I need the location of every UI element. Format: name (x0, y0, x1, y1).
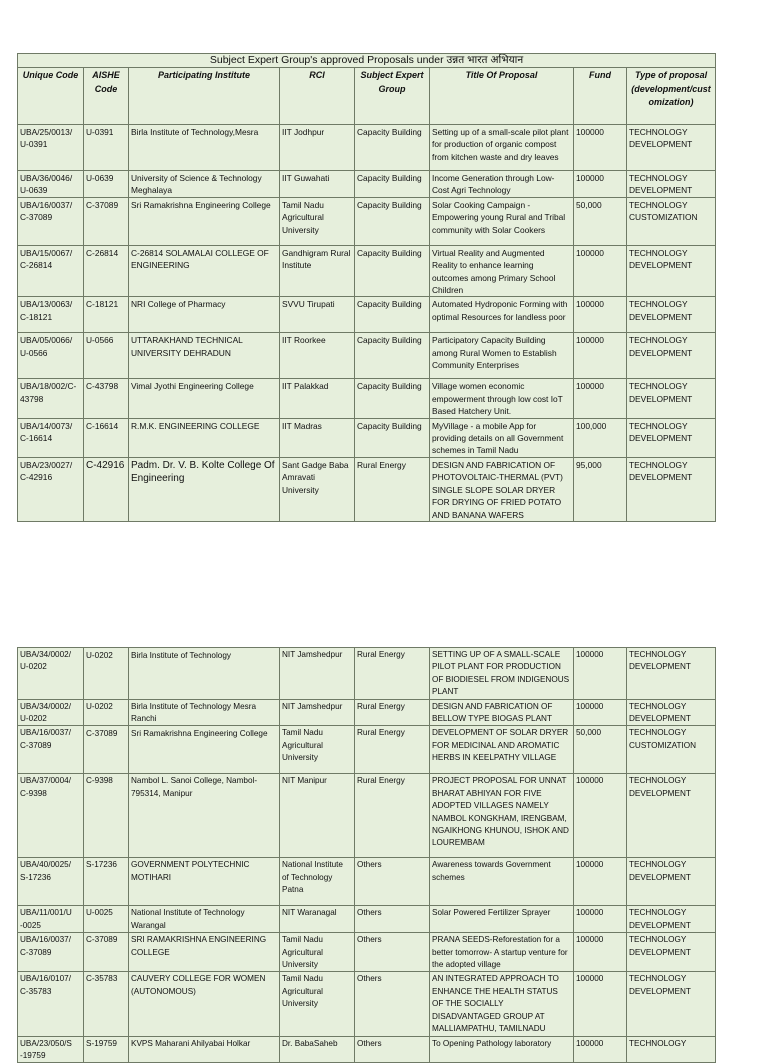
aishe-code-cell: C-37089 (84, 726, 129, 774)
proposal-title-cell: PRANA SEEDS-Reforestation for a better tomorrow- A startup venture for the adopted village (430, 933, 574, 972)
aishe-code-cell: C-16614 (84, 418, 129, 457)
table-caption: Subject Expert Group's approved Proposals under उन्नत भारत अभियान (18, 54, 716, 68)
column-header-type-of-proposal: Type of proposal (development/customization) (627, 68, 716, 125)
proposal-title-cell: SETTING UP OF A SMALL-SCALE PILOT PLANT FOR PRODUCTION OF BIODIESEL FROM INDIGENOUS PLANT (430, 648, 574, 700)
rci-cell: National Institute of Technology Patna (280, 858, 355, 906)
proposal-title-cell: To Opening Pathology laboratory (430, 1036, 574, 1063)
subject-group-cell: Capacity Building (355, 125, 430, 171)
rci-cell: Sant Gadge Baba Amravati University (280, 457, 355, 521)
subject-group-cell: Capacity Building (355, 297, 430, 333)
proposal-type-cell: TECHNOLOGY DEVELOPMENT (627, 457, 716, 521)
rci-cell: IIT Palakkad (280, 379, 355, 418)
rci-cell: Tamil Nadu Agricultural University (280, 726, 355, 774)
table-row (18, 457, 716, 521)
proposal-title-cell: DESIGN AND FABRICATION OF BELLOW TYPE BIOGAS PLANT (430, 699, 574, 726)
subject-group-cell: Capacity Building (355, 418, 430, 457)
unique-code-cell: UBA/11/001/U -0025 (18, 906, 84, 933)
column-header-rci: RCI (280, 68, 355, 125)
unique-code-cell: UBA/37/0004/ C-9398 (18, 774, 84, 858)
proposal-title-cell: Awareness towards Government schemes (430, 858, 574, 906)
fund-cell: 50,000 (574, 197, 627, 245)
rci-cell: Tamil Nadu Agricultural University (280, 972, 355, 1036)
institute-cell: Birla Institute of Technology Mesra Ranchi (129, 699, 280, 726)
institute-cell: R.M.K. ENGINEERING COLLEGE (129, 418, 280, 457)
table-row (18, 197, 716, 245)
table-row (18, 125, 716, 171)
proposal-type-cell: TECHNOLOGY DEVELOPMENT (627, 906, 716, 933)
institute-cell: SRI RAMAKRISHNA ENGINEERING COLLEGE (129, 933, 280, 972)
institute-cell: Padm. Dr. V. B. Kolte College Of Engineering (129, 457, 280, 521)
rci-cell: IIT Madras (280, 418, 355, 457)
subject-group-cell: Others (355, 858, 430, 906)
proposal-type-cell: TECHNOLOGY DEVELOPMENT (627, 171, 716, 198)
subject-group-cell: Rural Energy (355, 457, 430, 521)
proposal-title-cell: MyVillage - a mobile App for providing details on all Government schemes in Tamil Nadu (430, 418, 574, 457)
proposal-type-cell: TECHNOLOGY DEVELOPMENT (627, 125, 716, 171)
table-row (18, 858, 716, 906)
subject-group-cell: Rural Energy (355, 726, 430, 774)
unique-code-cell: UBA/05/0066/ U-0566 (18, 333, 84, 379)
subject-group-cell: Rural Energy (355, 774, 430, 858)
table-row (18, 379, 716, 418)
aishe-code-cell: U-0025 (84, 906, 129, 933)
proposal-type-cell: TECHNOLOGY DEVELOPMENT (627, 774, 716, 858)
fund-cell: 100000 (574, 906, 627, 933)
unique-code-cell: UBA/34/0002/ U-0202 (18, 699, 84, 726)
institute-cell: National Institute of Technology Warangal (129, 906, 280, 933)
proposal-title-cell: Village women economic empowerment through low cost IoT Based Hatchery Unit. (430, 379, 574, 418)
table-row (18, 1036, 716, 1063)
aishe-code-cell: U-0391 (84, 125, 129, 171)
rci-cell: Gandhigram Rural Institute (280, 245, 355, 297)
proposal-type-cell: TECHNOLOGY CUSTOMIZATION (627, 197, 716, 245)
unique-code-cell: UBA/16/0037/ C-37089 (18, 933, 84, 972)
subject-group-cell: Capacity Building (355, 171, 430, 198)
unique-code-cell: UBA/40/0025/ S-17236 (18, 858, 84, 906)
table-row (18, 906, 716, 933)
table-row (18, 699, 716, 726)
institute-cell: Nambol L. Sanoi College, Nambol-795314, Manipur (129, 774, 280, 858)
subject-group-cell: Capacity Building (355, 379, 430, 418)
proposal-title-cell: DESIGN AND FABRICATION OF PHOTOVOLTAIC-THERMAL (PVT) SINGLE SLOPE SOLAR DRYER FOR DRYING OF FRIED POTATO AND BANANA WAFERS (430, 457, 574, 521)
institute-cell: Sri Ramakrishna Engineering College (129, 726, 280, 774)
rci-cell: NIT Jamshedpur (280, 699, 355, 726)
fund-cell: 100000 (574, 125, 627, 171)
proposal-title-cell: Virtual Reality and Augmented Reality to enhance learning outcomes among Primary School Children (430, 245, 574, 297)
subject-group-cell: Others (355, 972, 430, 1036)
unique-code-cell: UBA/14/0073/ C-16614 (18, 418, 84, 457)
table-row (18, 648, 716, 700)
rci-cell: NIT Waranagal (280, 906, 355, 933)
fund-cell: 100000 (574, 699, 627, 726)
unique-code-cell: UBA/34/0002/ U-0202 (18, 648, 84, 700)
fund-cell: 95,000 (574, 457, 627, 521)
unique-code-cell: UBA/25/0013/ U-0391 (18, 125, 84, 171)
proposal-title-cell: PROJECT PROPOSAL FOR UNNAT BHARAT ABHIYAN FOR FIVE ADOPTED VILLAGES NAMELY NAMBOL KONGKHAM, IRENGBAM, NGAIKHONG KHUNOU, ISHOK AND LOUREMBAM (430, 774, 574, 858)
fund-cell: 100000 (574, 774, 627, 858)
proposal-type-cell: TECHNOLOGY DEVELOPMENT (627, 858, 716, 906)
fund-cell: 100,000 (574, 418, 627, 457)
fund-cell: 100000 (574, 297, 627, 333)
aishe-code-cell: U-0202 (84, 648, 129, 700)
institute-cell: Vimal Jyothi Engineering College (129, 379, 280, 418)
rci-cell: NIT Manipur (280, 774, 355, 858)
aishe-code-cell: C-9398 (84, 774, 129, 858)
proposal-title-cell: Income Generation through Low-Cost Agri Technology (430, 171, 574, 198)
column-header-title-of-proposal: Title Of Proposal (430, 68, 574, 125)
approved-proposals-table-2 (17, 647, 716, 1063)
aishe-code-cell: C-26814 (84, 245, 129, 297)
unique-code-cell: UBA/23/050/S -19759 (18, 1036, 84, 1063)
proposal-type-cell: TECHNOLOGY CUSTOMIZATION (627, 726, 716, 774)
table-row (18, 333, 716, 379)
fund-cell: 100000 (574, 648, 627, 700)
approved-proposals-table-1 (17, 53, 716, 522)
column-header-fund: Fund (574, 68, 627, 125)
institute-cell: CAUVERY COLLEGE FOR WOMEN (AUTONOMOUS) (129, 972, 280, 1036)
rci-cell: IIT Jodhpur (280, 125, 355, 171)
proposal-type-cell: TECHNOLOGY DEVELOPMENT (627, 333, 716, 379)
proposal-type-cell: TECHNOLOGY DEVELOPMENT (627, 418, 716, 457)
subject-group-cell: Others (355, 933, 430, 972)
table-row (18, 972, 716, 1036)
rci-cell: IIT Guwahati (280, 171, 355, 198)
institute-cell: GOVERNMENT POLYTECHNIC MOTIHARI (129, 858, 280, 906)
rci-cell: NIT Jamshedpur (280, 648, 355, 700)
institute-cell: University of Science & Technology Meghalaya (129, 171, 280, 198)
subject-group-cell: Rural Energy (355, 648, 430, 700)
unique-code-cell: UBA/13/0063/ C-18121 (18, 297, 84, 333)
unique-code-cell: UBA/16/0037/ C-37089 (18, 197, 84, 245)
aishe-code-cell: S-17236 (84, 858, 129, 906)
fund-cell: 100000 (574, 972, 627, 1036)
proposal-title-cell: Participatory Capacity Building among Rural Women to Establish Community Enterprises (430, 333, 574, 379)
table-row (18, 726, 716, 774)
proposal-type-cell: TECHNOLOGY DEVELOPMENT (627, 297, 716, 333)
institute-cell: Birla Institute of Technology,Mesra (129, 125, 280, 171)
proposal-type-cell: TECHNOLOGY DEVELOPMENT (627, 245, 716, 297)
fund-cell: 100000 (574, 1036, 627, 1063)
proposal-title-cell: DEVELOPMENT OF SOLAR DRYER FOR MEDICINAL AND AROMATIC HERBS IN KEELPATHY VILLAGE (430, 726, 574, 774)
fund-cell: 100000 (574, 858, 627, 906)
aishe-code-cell: C-42916 (84, 457, 129, 521)
subject-group-cell: Others (355, 1036, 430, 1063)
proposal-title-cell: Setting up of a small-scale pilot plant for production of organic compost from kitchen waste and dry leaves (430, 125, 574, 171)
institute-cell: UTTARAKHAND TECHNICAL UNIVERSITY DEHRADUN (129, 333, 280, 379)
institute-cell: Sri Ramakrishna Engineering College (129, 197, 280, 245)
proposal-title-cell: Solar Cooking Campaign - Empowering young Rural and Tribal community with Solar Cookers (430, 197, 574, 245)
unique-code-cell: UBA/36/0046/ U-0639 (18, 171, 84, 198)
institute-cell: NRI College of Pharmacy (129, 297, 280, 333)
institute-cell: KVPS Maharani Ahilyabai Holkar (129, 1036, 280, 1063)
table-row (18, 171, 716, 198)
subject-group-cell: Capacity Building (355, 197, 430, 245)
proposal-type-cell: TECHNOLOGY DEVELOPMENT (627, 699, 716, 726)
subject-group-cell: Capacity Building (355, 245, 430, 297)
rci-cell: Dr. BabaSaheb (280, 1036, 355, 1063)
fund-cell: 100000 (574, 171, 627, 198)
aishe-code-cell: C-18121 (84, 297, 129, 333)
column-header-aishe-code: AISHE Code (84, 68, 129, 125)
column-header-unique-code: Unique Code (18, 68, 84, 125)
aishe-code-cell: S-19759 (84, 1036, 129, 1063)
institute-cell: Birla Institute of Technology (129, 648, 280, 700)
proposal-type-cell: TECHNOLOGY (627, 1036, 716, 1063)
aishe-code-cell: U-0639 (84, 171, 129, 198)
proposal-title-cell: Solar Powered Fertilizer Sprayer (430, 906, 574, 933)
unique-code-cell: UBA/18/002/C- 43798 (18, 379, 84, 418)
rci-cell: Tamil Nadu Agricultural University (280, 933, 355, 972)
aishe-code-cell: C-37089 (84, 197, 129, 245)
subject-group-cell: Others (355, 906, 430, 933)
aishe-code-cell: C-43798 (84, 379, 129, 418)
unique-code-cell: UBA/23/0027/ C-42916 (18, 457, 84, 521)
institute-cell: C-26814 SOLAMALAI COLLEGE OF ENGINEERING (129, 245, 280, 297)
subject-group-cell: Rural Energy (355, 699, 430, 726)
column-header-participating-institute: Participating Institute (129, 68, 280, 125)
proposal-type-cell: TECHNOLOGY DEVELOPMENT (627, 933, 716, 972)
rci-cell: SVVU Tirupati (280, 297, 355, 333)
proposal-type-cell: TECHNOLOGY DEVELOPMENT (627, 972, 716, 1036)
fund-cell: 100000 (574, 379, 627, 418)
aishe-code-cell: U-0202 (84, 699, 129, 726)
subject-group-cell: Capacity Building (355, 333, 430, 379)
fund-cell: 100000 (574, 933, 627, 972)
table-row (18, 774, 716, 858)
rci-cell: Tamil Nadu Agricultural University (280, 197, 355, 245)
table-row (18, 297, 716, 333)
proposal-type-cell: TECHNOLOGY DEVELOPMENT (627, 379, 716, 418)
fund-cell: 50,000 (574, 726, 627, 774)
aishe-code-cell: C-37089 (84, 933, 129, 972)
proposal-title-cell: Automated Hydroponic Forming with optimal Resources for landless poor (430, 297, 574, 333)
table-row (18, 418, 716, 457)
proposal-title-cell: AN INTEGRATED APPROACH TO ENHANCE THE HEALTH STATUS OF THE SOCIALLY DISADVANTAGED GROUP AT MALLIAMPATHU, TAMILNADU (430, 972, 574, 1036)
table-row (18, 245, 716, 297)
unique-code-cell: UBA/15/0067/ C-26814 (18, 245, 84, 297)
column-header-subject-expert-group: Subject Expert Group (355, 68, 430, 125)
fund-cell: 100000 (574, 245, 627, 297)
aishe-code-cell: C-35783 (84, 972, 129, 1036)
rci-cell: IIT Roorkee (280, 333, 355, 379)
aishe-code-cell: U-0566 (84, 333, 129, 379)
fund-cell: 100000 (574, 333, 627, 379)
table-row (18, 933, 716, 972)
unique-code-cell: UBA/16/0037/ C-37089 (18, 726, 84, 774)
proposal-type-cell: TECHNOLOGY DEVELOPMENT (627, 648, 716, 700)
unique-code-cell: UBA/16/0107/ C-35783 (18, 972, 84, 1036)
